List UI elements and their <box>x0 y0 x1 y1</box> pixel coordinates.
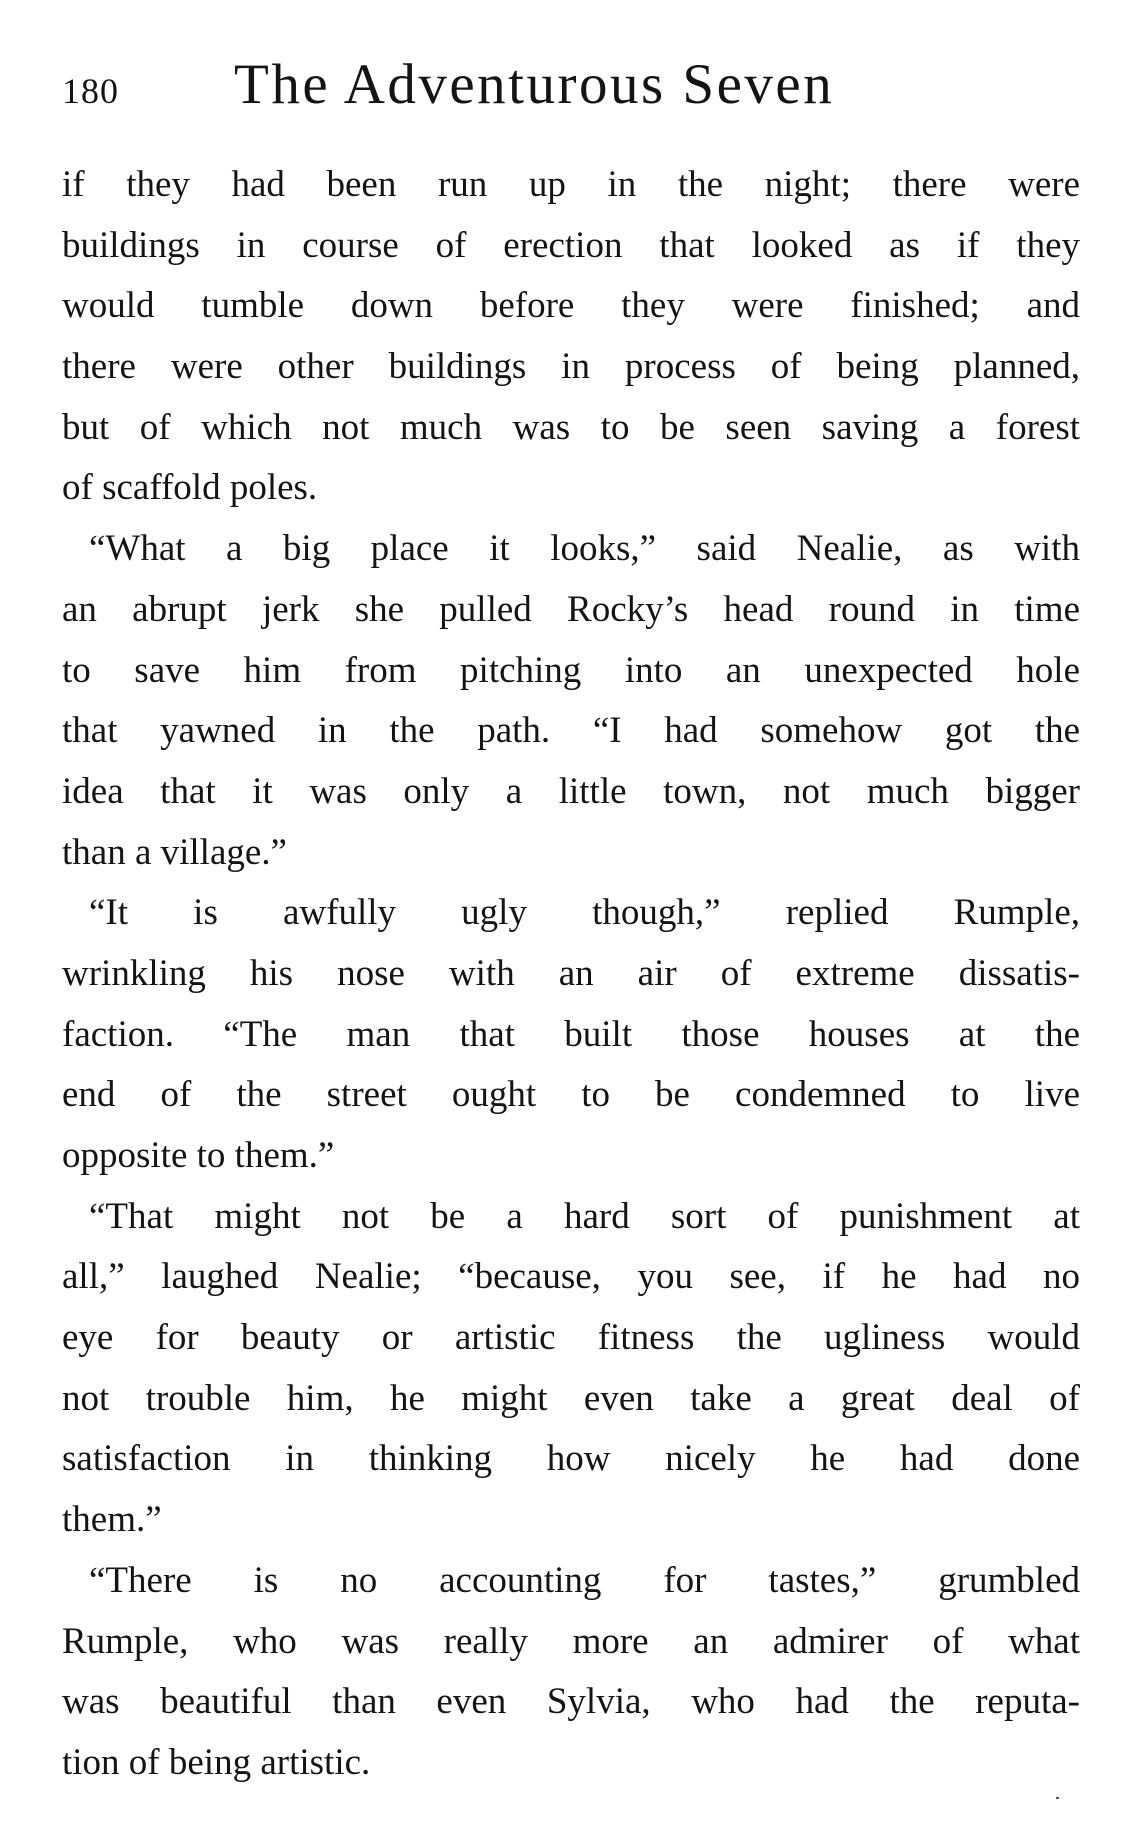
paragraph <box>62 519 1080 883</box>
text-line: that yawned in the path. “I had somehow got the <box>62 710 1080 752</box>
paragraph <box>62 155 1080 519</box>
text-line: if they had been run up in the night; there were <box>62 164 1080 205</box>
text-line: buildings in course of erection that looked as if they <box>62 224 1080 266</box>
paragraph <box>62 1551 1080 1794</box>
text-line: opposite to them.” <box>62 1135 335 1176</box>
text-line: “What a big place it looks,” said Nealie, as with <box>89 528 1080 570</box>
text-line: of scaffold poles. <box>62 467 318 509</box>
text-line: wrinkling his nose with an air of extreme dissatis- <box>62 952 1080 994</box>
paragraph <box>62 883 1080 1186</box>
text-line: to save him from pitching into an unexpected hole <box>62 649 1080 691</box>
text-line: Rumple, who was really more an admirer of what <box>62 1620 1080 1662</box>
text-line: than a village.” <box>62 831 287 873</box>
text-line: but of which not much was to be seen saving a forest <box>62 406 1080 448</box>
paragraph <box>62 1187 1080 1551</box>
text-line: eye for beauty or artistic fitness the ugliness would <box>62 1317 1080 1359</box>
text-line: would tumble down before they were finished; and <box>62 285 1080 327</box>
text-line: satisfaction in thinking how nicely he had done <box>62 1438 1080 1480</box>
text-line: “It is awfully ugly though,” replied Rumple, <box>89 892 1080 934</box>
text-line: tion of being artistic. <box>62 1741 371 1783</box>
text-line: them.” <box>62 1499 162 1541</box>
text-line: not trouble him, he might even take a great deal of <box>62 1377 1080 1419</box>
running-head <box>62 52 1082 132</box>
text-line: faction. “The man that built those houses at the <box>62 1013 1080 1055</box>
text-line: all,” laughed Nealie; “because, you see, if he had no <box>62 1256 1080 1298</box>
page-number: 180 <box>62 71 119 111</box>
text-line: an abrupt jerk she pulled Rocky’s head round in time <box>62 588 1080 630</box>
text-line: “That might not be a hard sort of punishment at <box>89 1195 1080 1237</box>
text-line: there were other buildings in process of being planned, <box>62 346 1080 388</box>
text-line: was beautiful than even Sylvia, who had the reputa- <box>62 1681 1080 1723</box>
body-text <box>62 155 1080 1794</box>
print-speck <box>1056 1797 1059 1799</box>
running-title: The Adventurous Seven <box>234 53 835 116</box>
text-line: end of the street ought to be condemned to live <box>62 1074 1080 1116</box>
text-line: idea that it was only a little town, not much bigger <box>62 770 1080 812</box>
text-line: “There is no accounting for tastes,” grumbled <box>89 1559 1080 1601</box>
